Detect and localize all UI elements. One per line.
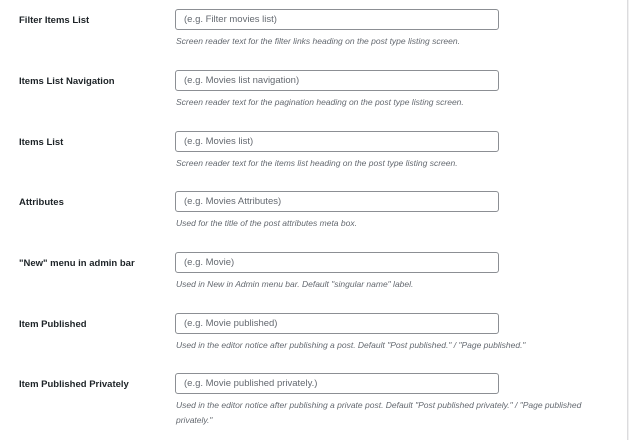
items-list-description: Screen reader text for the items list heading on the post type listing screen. [176,158,458,168]
items-list-navigation-description: Screen reader text for the pagination heading on the post type listing screen. [176,97,464,107]
item-published-privately-label: Item Published Privately [19,379,129,390]
new-menu-admin-bar-input[interactable] [175,252,499,273]
item-published-description: Used in the editor notice after publishing a post. Default "Post published." / "Page published." [176,340,526,350]
items-list-navigation-input[interactable] [175,70,499,91]
items-list-input[interactable] [175,131,499,152]
item-published-label: Item Published [19,319,87,330]
item-published-privately-description: Used in the editor notice after publishing a private post. Default "Post published privately." / "Page published privately." [176,400,582,425]
filter-items-list-label: Filter Items List [19,15,90,26]
filter-items-list-description: Screen reader text for the filter links heading on the post type listing screen. [176,36,460,46]
filter-items-list-input[interactable] [175,9,499,30]
item-published-privately-input[interactable] [175,373,499,394]
attributes-description: Used for the title of the post attributes meta box. [176,218,357,228]
items-list-label: Items List [19,137,64,148]
item-published-input[interactable] [175,313,499,334]
new-menu-admin-bar-description: Used in New in Admin menu bar. Default "singular name" label. [176,279,414,289]
attributes-input[interactable] [175,191,499,212]
new-menu-admin-bar-label: "New" menu in admin bar [19,258,135,269]
items-list-navigation-label: Items List Navigation [19,76,115,87]
attributes-label: Attributes [19,197,64,208]
